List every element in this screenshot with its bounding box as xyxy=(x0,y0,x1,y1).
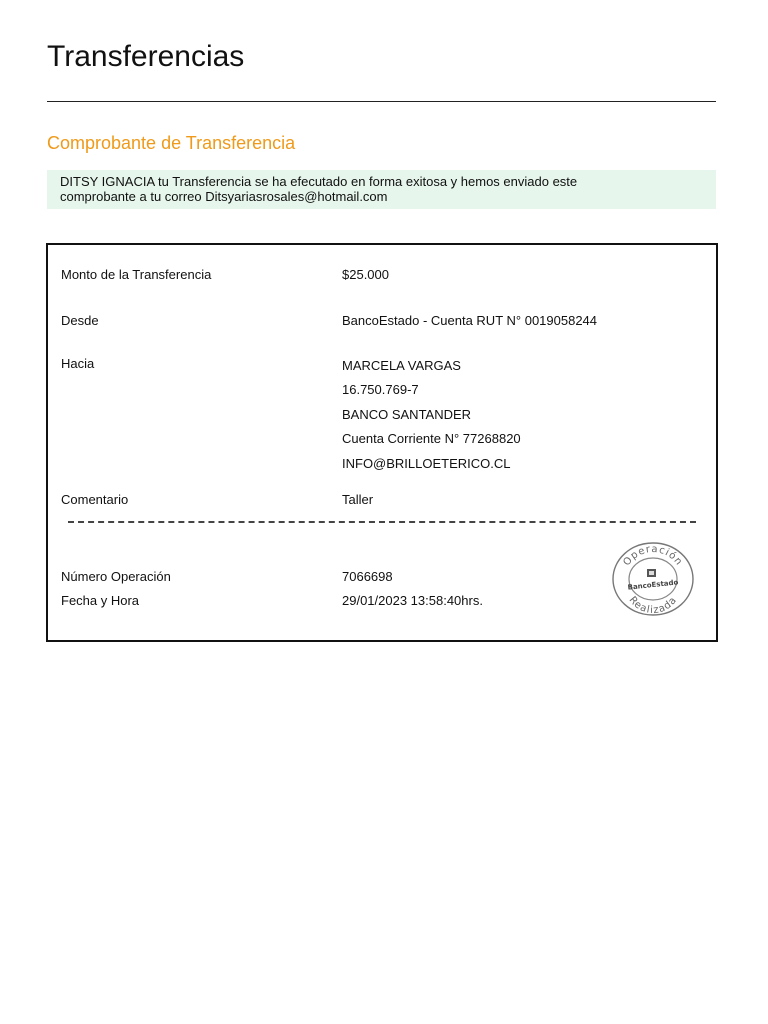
to-account: Cuenta Corriente N° 77268820 xyxy=(342,431,521,446)
to-email: INFO@BRILLOETERICO.CL xyxy=(342,456,511,471)
section-title: Comprobante de Transferencia xyxy=(47,133,296,153)
from-value: BancoEstado - Cuenta RUT N° 0019058244 xyxy=(342,313,598,328)
to-rut: 16.750.769-7 xyxy=(342,382,419,397)
stamp-bottom-text: Realizada xyxy=(626,594,680,617)
to-label: Hacia xyxy=(61,356,95,371)
svg-text:Realizada xyxy=(627,595,680,616)
svg-text:Operación xyxy=(621,544,684,568)
page-title: Transferencias xyxy=(47,40,245,73)
amount-label: Monto de la Transferencia xyxy=(61,267,212,282)
dashed-separator xyxy=(68,521,696,523)
operation-value: 7066698 xyxy=(342,569,393,584)
from-label: Desde xyxy=(61,313,99,328)
stamp-top-text: Operación xyxy=(621,543,685,569)
notice-line-2: comprobante a tu correo Ditsyariasrosales@hotmail.com xyxy=(60,188,388,204)
notice-line-1: DITSY IGNACIA tu Transferencia se ha efecutado en forma exitosa y hemos enviado este xyxy=(60,174,578,189)
stamp-brand-text: BancoEstado xyxy=(627,578,679,592)
title-divider xyxy=(47,101,716,102)
datetime-value: 29/01/2023 13:58:40hrs. xyxy=(342,593,483,608)
to-name: MARCELA VARGAS xyxy=(342,358,461,373)
comment-value: Taller xyxy=(342,492,374,507)
amount-value: $25.000 xyxy=(342,267,389,282)
comment-label: Comentario xyxy=(61,492,129,507)
operation-stamp-icon xyxy=(611,541,695,617)
to-bank: BANCO SANTANDER xyxy=(342,407,472,422)
success-notice-text xyxy=(60,175,620,204)
operation-label: Número Operación xyxy=(61,569,171,584)
datetime-label: Fecha y Hora xyxy=(61,593,140,608)
